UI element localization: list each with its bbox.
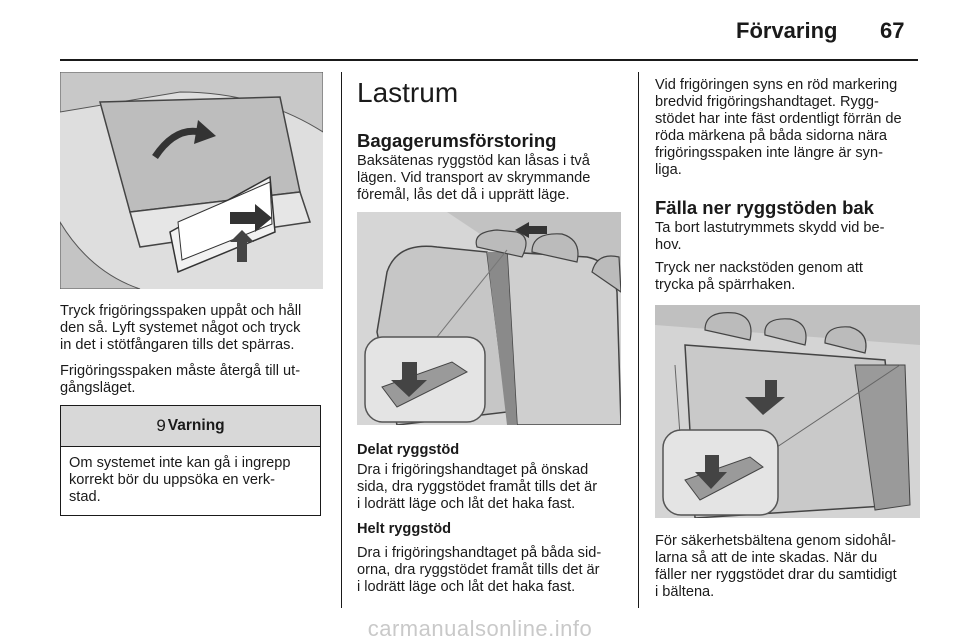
figure-trunk-release-lever <box>60 72 323 289</box>
fold-down-heading: Fälla ner ryggstöden bak <box>655 197 874 218</box>
page-header-title: Förvaring <box>736 18 838 43</box>
warning-icon: 9 <box>156 416 166 435</box>
left-para-1: Tryck frigöringsspaken uppåt och håll den så. Lyft systemet något och tryck in det i stötfångaren tills det spärras. <box>60 303 302 353</box>
right-para-4: För säkerhetsbältena genom sidohål- larna så att de inte skadas. När du fäller ner ryggstödet drar du samtidigt i bältena. <box>655 533 897 600</box>
subheading-split-backrest: Delat ryggstöd <box>357 442 460 458</box>
section-subheading: Bagagerumsförstoring <box>357 130 557 151</box>
right-para-2: Ta bort lastutrymmets skydd vid be- hov. <box>655 220 885 253</box>
header-rule <box>60 59 918 61</box>
right-para-1: Vid frigöringen syns en röd markering bredvid frigöringshandtaget. Rygg- stödet har inte fäst ordentligt förrän de röda märkena på båda sidorna nära frigöringsspaken inte längre är syn- liga. <box>655 77 902 178</box>
warning-header <box>61 406 320 447</box>
column-divider-left <box>341 72 342 608</box>
figure-split-backrest <box>357 212 621 425</box>
warning-box <box>60 405 321 516</box>
section-heading: Lastrum <box>357 77 459 108</box>
page-number: 67 <box>880 18 905 43</box>
split-backrest-text: Dra i frigöringshandtaget på önskad sida, dra ryggstödet framåt tills det är i lodrätt läge och låt det haka fast. <box>357 462 598 512</box>
full-backrest-text: Dra i frigöringshandtaget på båda sid- orna, dra ryggstödet framåt tills det är i lodrätt läge och låt det haka fast. <box>357 545 602 595</box>
column-divider-right <box>638 72 639 608</box>
middle-intro: Baksätenas ryggstöd kan låsas i två lägen. Vid transport av skrymmande föremål, lås det då i upprätt läge. <box>357 153 591 203</box>
warning-title: Varning <box>167 417 225 434</box>
left-para-2: Frigöringsspaken måste återgå till ut- gångsläget. <box>60 363 301 396</box>
warning-text: Om systemet inte kan gå i ingrepp korrekt bör du uppsöka en verk- stad. <box>69 455 291 505</box>
figure-fold-down-backrest <box>655 305 920 518</box>
footer-watermark: carmanualsonline.info <box>367 616 593 641</box>
right-para-3: Tryck ner nackstöden genom att trycka på spärrhaken. <box>655 260 863 293</box>
subheading-full-backrest: Helt ryggstöd <box>357 521 452 537</box>
